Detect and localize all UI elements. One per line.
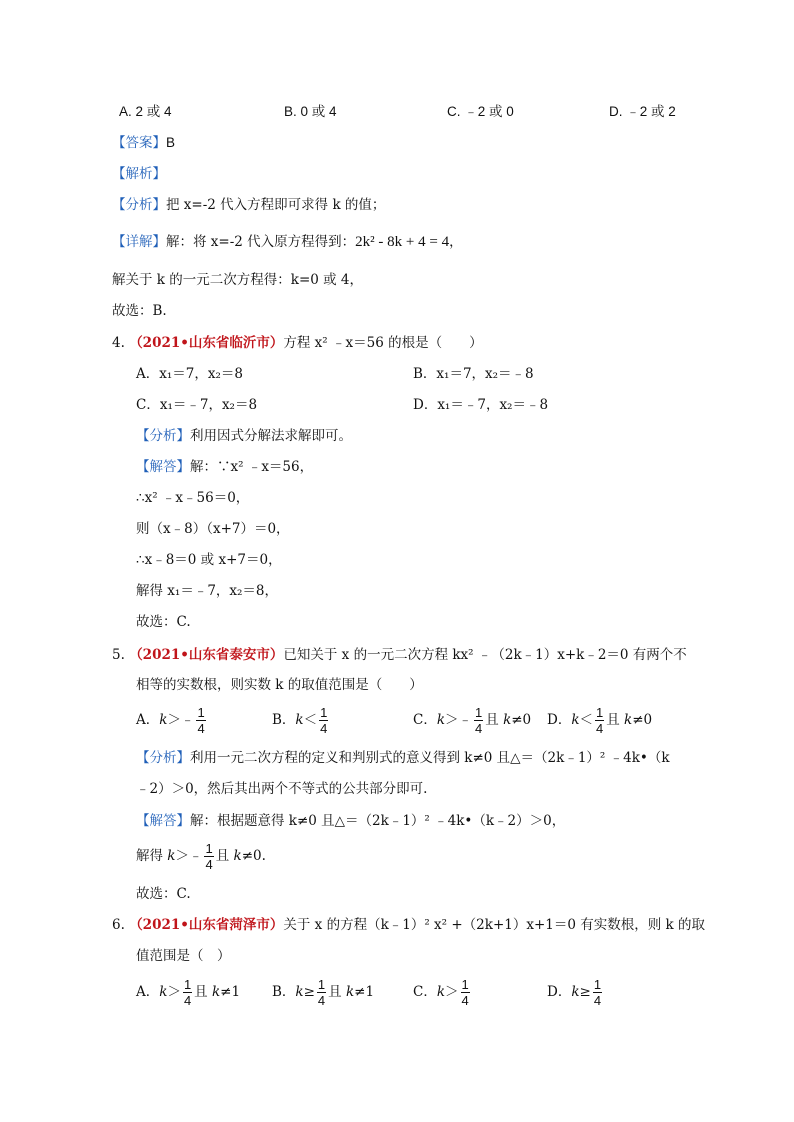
answer-label: 【答案】 bbox=[112, 135, 166, 151]
fraction-one-quarter: $\frac{1}{4}$ bbox=[317, 977, 326, 1008]
q5-jieda-label: 【解答】 bbox=[136, 813, 190, 829]
q5-result: 解得 k＞﹣ $\frac{1}{4}$ 且 k≠0. bbox=[136, 841, 266, 872]
q3-option-c: C. ﹣2 或 0 bbox=[447, 104, 514, 119]
q5-fenxi-line-1: 利用一元二次方程的定义和判别式的意义得到 k≠0 且△＝（2k﹣1）² ﹣4k•（k bbox=[190, 750, 670, 766]
q6-option-b: B．k≥ $\frac{1}{4}$ 且 k≠1 bbox=[272, 977, 375, 1008]
q6-option-d: D．k≥ $\frac{1}{4}$ bbox=[547, 977, 602, 1008]
q6-stem-line-2: 值范围是（ ） bbox=[136, 948, 231, 964]
q4-step-6: 故选：C. bbox=[136, 614, 191, 630]
q3-fenxi bbox=[112, 195, 385, 215]
q3-answer bbox=[112, 133, 175, 153]
fenxi-text: 把 x=-2 代入方程即可求得 k 的值； bbox=[166, 197, 386, 213]
fraction-one-quarter: $\frac{1}{4}$ bbox=[593, 977, 602, 1008]
q4-fenxi-text: 利用因式分解法求解即可。 bbox=[190, 428, 352, 444]
analysis-heading: 【解析】 bbox=[112, 166, 166, 182]
q4-number: 4. bbox=[112, 335, 125, 351]
q4-fenxi-label: 【分析】 bbox=[136, 428, 190, 444]
q6-option-a: A．k＞ $\frac{1}{4}$ 且 k≠1 bbox=[136, 977, 241, 1008]
q4-header bbox=[112, 333, 483, 353]
fenxi-label: 【分析】 bbox=[112, 197, 166, 213]
fraction-one-quarter: $\frac{1}{4}$ bbox=[183, 977, 192, 1008]
q3-option-a: A. 2 或 4 bbox=[119, 104, 172, 119]
xiangjie-equation: 2k² - 8k + 4 = 4 bbox=[355, 234, 450, 250]
q5-jieda-text: 解：根据题意得 k≠0 且△＝（2k﹣1）² ﹣4k•（k﹣2）＞0， bbox=[190, 813, 566, 829]
fraction-one-quarter: $\frac{1}{4}$ bbox=[205, 841, 213, 872]
fraction-one-quarter: $\frac{1}{4}$ bbox=[596, 705, 604, 736]
q3-option-d: D. ﹣2 或 2 bbox=[609, 104, 676, 119]
q6-option-c: C．k＞ $\frac{1}{4}$ bbox=[413, 977, 469, 1008]
xiangjie-text: 解：将 x=-2 代入原方程得到： bbox=[166, 234, 356, 250]
xiangjie-label: 【详解】 bbox=[112, 234, 166, 250]
q4-step-3: 则（x﹣8）（x+7）＝0， bbox=[136, 521, 290, 537]
q4-source: （2021•山东省临沂市） bbox=[129, 335, 284, 351]
q5-fenxi bbox=[136, 748, 670, 768]
q6-source: （2021•山东省菏泽市） bbox=[129, 917, 284, 933]
q4-fenxi bbox=[136, 426, 352, 446]
fraction-one-quarter: $\frac{1}{4}$ bbox=[197, 705, 205, 736]
q3-solve-line: 解关于 k 的一元二次方程得：k=0 或 4， bbox=[112, 272, 364, 288]
q4-jieda-step-1 bbox=[136, 457, 313, 477]
q5-header bbox=[112, 645, 687, 665]
q3-xiangjie: 【详解】解：将 x=-2 代入原方程得到：2k² - 8k + 4 = 4， bbox=[112, 234, 463, 250]
q5-stem-line-1: 已知关于 x 的一元二次方程 kx² ﹣（2k﹣1）x+k﹣2＝0 有两个不 bbox=[283, 647, 687, 663]
q5-fenxi-line-2: ﹣2）＞0，然后其出两个不等式的公共部分即可. bbox=[136, 781, 428, 797]
q6-header bbox=[112, 915, 705, 935]
q4-jieda-label: 【解答】 bbox=[136, 459, 190, 475]
q6-number: 6. bbox=[112, 917, 125, 933]
q4-stem: 方程 x² ﹣x＝56 的根是（ ） bbox=[283, 335, 483, 351]
q4-option-c: C．x₁＝﹣7，x₂＝8 bbox=[136, 397, 258, 413]
q5-option-c: C．k＞﹣ $\frac{1}{4}$ 且 k≠0 bbox=[413, 705, 532, 736]
q5-source: （2021•山东省泰安市） bbox=[129, 647, 284, 663]
q4-step-text: 解：∵x² ﹣x＝56， bbox=[190, 459, 314, 475]
fraction-one-quarter: $\frac{1}{4}$ bbox=[320, 705, 328, 736]
q4-step-5: 解得 x₁＝﹣7，x₂＝8， bbox=[136, 583, 279, 599]
q3-option-b: B. 0 或 4 bbox=[284, 104, 337, 119]
q3-choose-line: 故选：B. bbox=[112, 303, 167, 319]
q6-stem-line-1: 关于 x 的方程（k﹣1）² x² +（2k+1）x+1＝0 有实数根，则 k 的取 bbox=[283, 917, 706, 933]
q4-step-2: ∴x² ﹣x﹣56＝0， bbox=[136, 490, 250, 506]
fraction-one-quarter: $\frac{1}{4}$ bbox=[475, 705, 483, 736]
q4-step-4: ∴x﹣8＝0 或 x+7＝0， bbox=[136, 552, 282, 568]
q5-option-d: D．k＜ $\frac{1}{4}$ 且 k≠0 bbox=[547, 705, 653, 736]
q5-choose-line: 故选：C. bbox=[136, 886, 191, 902]
q4-option-d: D．x₁＝﹣7，x₂＝﹣8 bbox=[413, 397, 549, 413]
q4-option-b: B．x₁＝7，x₂＝﹣8 bbox=[413, 366, 534, 382]
q5-fenxi-label: 【分析】 bbox=[136, 750, 190, 766]
q5-option-b: B．k＜ $\frac{1}{4}$ bbox=[272, 705, 328, 736]
q5-option-a: A．k＞﹣ $\frac{1}{4}$ bbox=[136, 705, 205, 736]
q5-number: 5. bbox=[112, 647, 125, 663]
q5-jieda bbox=[136, 811, 565, 831]
q5-stem-line-2: 相等的实数根，则实数 k 的取值范围是（ ） bbox=[136, 677, 423, 693]
answer-value: B bbox=[166, 135, 176, 150]
q4-option-a: A．x₁＝7，x₂＝8 bbox=[136, 366, 243, 382]
fraction-one-quarter: $\frac{1}{4}$ bbox=[461, 977, 469, 1008]
